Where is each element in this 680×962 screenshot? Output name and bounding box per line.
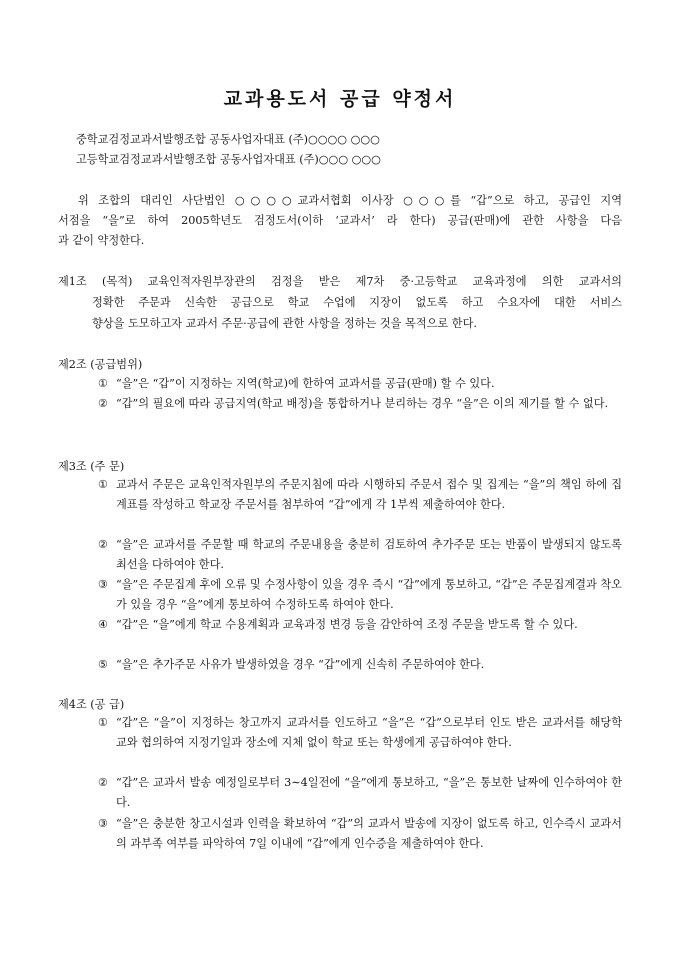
article-3-heading: 제3조 (주 문) [58, 460, 125, 473]
item-text: “을”은 추가주문 사유가 발생하였을 경우 “갑”에게 신속히 주문하여야 한다. [116, 658, 485, 671]
item-text: “갑”은 “을”이 지정하는 창고까지 교과서를 인도하고 “을”은 “갑”으로부터 인도 받은 교과서를 해당학교와 협의하여 지정기일과 장소에 지체 없이 학교 또는 학생에게 공급하여야 한다. [116, 716, 622, 749]
item-text: “갑”은 교과서 발송 예정일로부터 3∼4일전에 “을”에게 통보하고, “을”은 통보한 날짜에 인수하여야 한다. [116, 776, 622, 809]
item-number: ① [97, 377, 109, 390]
article-4-item-2 [92, 773, 622, 813]
article-3-item-4 [92, 615, 622, 635]
item-number: ① [97, 716, 109, 729]
article-4-heading: 제4조 (공 급) [58, 698, 125, 711]
item-text: “을”은 교과서를 주문할 때 학교의 주문내용을 충분히 검토하여 추가주문 또는 반품이 발생되지 않도록 최선을 다하여야 한다. [116, 538, 622, 571]
article-4-item-1 [92, 713, 622, 753]
item-text: 교과서 주문은 교육인적자원부의 주문지침에 따라 시행하되 주문서 접수 및 집계는 “을”의 책임 하에 집계표를 작성하고 학교장 주문서를 첨부하여 “갑”에게 각 1부씩 제출하여야 한다. [116, 478, 622, 511]
item-text: “갑”은 “을”에게 학교 수용계획과 교육과정 변경 등을 감안하여 조정 주문을 받도록 할 수 있다. [116, 618, 578, 631]
intro-line-3: 과 같이 약정한다. [58, 234, 145, 247]
item-number: ② [97, 397, 109, 410]
article-1-line-3: 향상을 도모하고자 교과서 주문·공급에 관한 사항을 정하는 것을 목적으로 한다. [92, 317, 477, 330]
document-title: 교과용도서 공급 약정서 [223, 88, 457, 110]
item-number: ① [97, 478, 109, 491]
item-number: ③ [97, 817, 109, 830]
item-text: “을”은 “갑”이 지정하는 지역(학교)에 한하여 교과서를 공급(판매) 할 수 있다. [116, 377, 495, 390]
item-number: ③ [97, 578, 109, 591]
intro-line-1: 위 조합의 대리인 사단법인 ○○○○교과서협회 이사장 ○○○를 “갑”으로 하고, 공급인 지역 [78, 194, 622, 207]
article-3-item-2 [92, 535, 622, 575]
article-3-item-1 [92, 475, 622, 515]
item-text: “을”은 주문집계 후에 오류 및 수정사항이 있을 경우 즉시 “갑”에게 통보하고, “갑”은 주문집계결과 착오가 있을 경우 “을”에게 통보하여 수정하도록 하여야 한다. [116, 578, 622, 611]
article-2-heading: 제2조 (공급범위) [58, 358, 143, 371]
article-1-line-2: 정확한 주문과 신속한 공급으로 학교 수업에 지장이 없도록 하고 수요자에 대한 서비스 [92, 296, 622, 309]
article-1-heading: 제1조 (목적) 교육인적자원부장관의 검정을 받은 제7차 중·고등학교 교육과정에 의한 교과서의 [58, 275, 622, 288]
article-2-item-2 [92, 394, 622, 414]
article-2-item-1 [92, 374, 622, 394]
article-4-item-3 [92, 814, 622, 854]
item-number: ④ [97, 618, 109, 631]
party-middle-school: 중학교검정교과서발행조합 공동사업자대표 (주)○○○○ ○○○ [76, 133, 380, 146]
article-3-item-5 [92, 655, 622, 675]
item-number: ⑤ [97, 658, 109, 671]
intro-line-2: 서점을 “을”로 하여 2005학년도 검정도서(이하 ‘교과서’ 라 한다) 공급(판매)에 관한 사항을 다음 [58, 214, 622, 227]
item-number: ② [97, 538, 109, 551]
party-high-school: 고등학교검정교과서발행조합 공동사업자대표 (주)○○○ ○○○ [76, 153, 381, 166]
item-text: “갑”의 필요에 따라 공급지역(학교 배정)을 통합하거나 분리하는 경우 “을”은 이의 제기를 할 수 없다. [116, 397, 609, 410]
item-number: ② [97, 776, 109, 789]
item-text: “을”은 충분한 창고시설과 인력을 확보하여 “갑”의 교과서 발송에 지장이 없도록 하고, 인수즉시 교과서의 과부족 여부를 파악하여 7일 이내에 “갑”에게 인수증을 제출하여야 한다. [116, 817, 622, 850]
article-3-item-3 [92, 575, 622, 615]
